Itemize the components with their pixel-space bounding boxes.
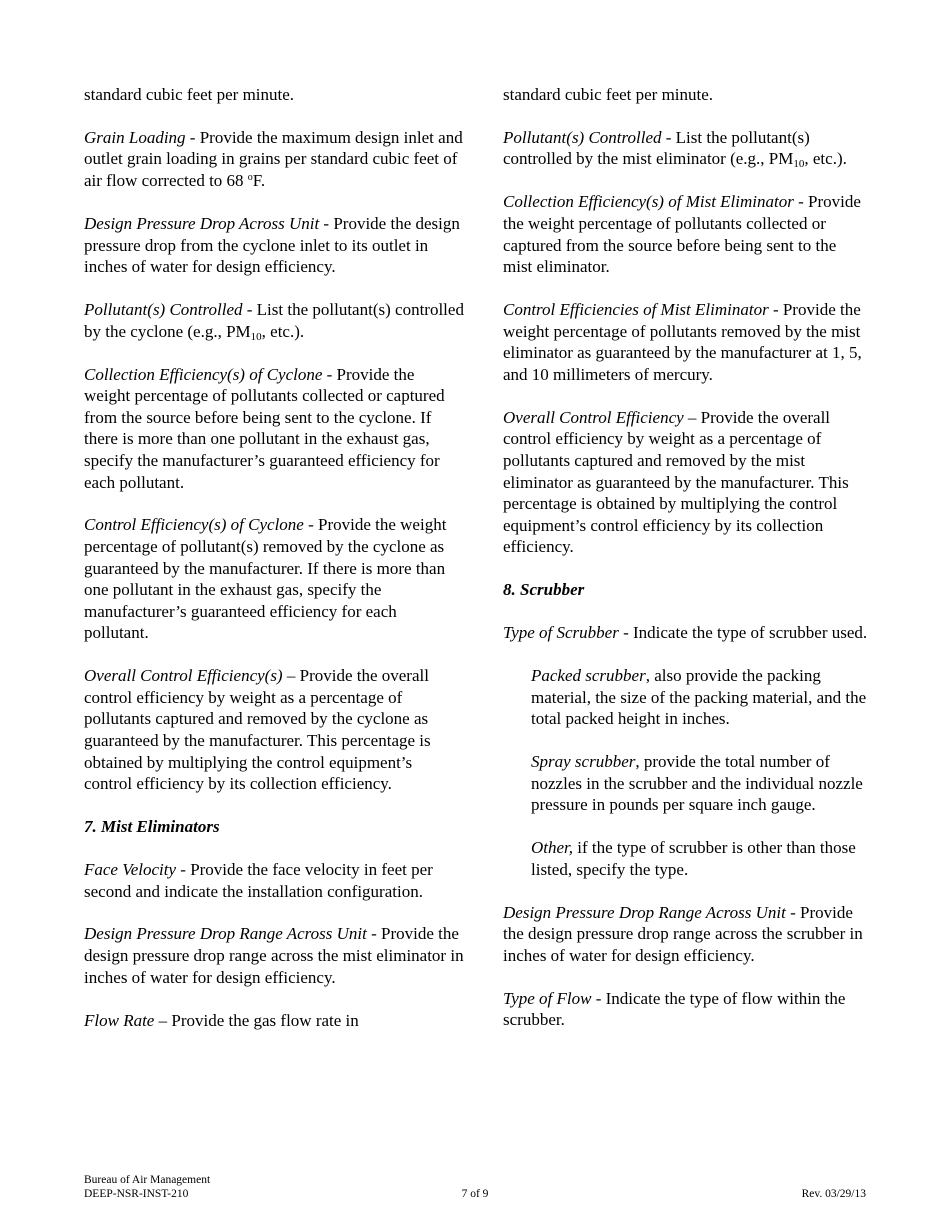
footer-revision: Rev. 03/29/13: [801, 1188, 866, 1200]
term-collection-efficiency: Collection Efficiency(s) of Cyclone: [84, 364, 323, 384]
paragraph-flow-rate: [84, 1010, 464, 1032]
section-heading-mist-eliminators: 7. Mist Eliminators: [84, 817, 220, 837]
definition-text: – Provide the gas flow rate in: [154, 1010, 359, 1030]
term-pressure-drop-range: Design Pressure Drop Range Across Unit: [503, 902, 786, 922]
subscript: 10: [793, 158, 805, 171]
paragraph-control-efficiency: [84, 514, 464, 644]
term-overall-control-efficiency: Overall Control Efficiency: [503, 407, 684, 427]
definition-text-end: , etc.).: [804, 149, 847, 169]
paragraph-overall-control-efficiency: [503, 407, 868, 558]
definition-text: - Provide the face velocity in feet per second and indicate the installation configuration.: [84, 860, 433, 901]
term-flow-rate: Flow Rate: [84, 1010, 155, 1030]
definition-text: - Provide the design pressure drop range across the mist eliminator in inches of water for design efficiency.: [84, 924, 464, 987]
degree-superscript: o: [247, 172, 253, 184]
paragraph-grain-loading: [84, 127, 464, 192]
paragraph-text: standard cubic feet per minute.: [84, 85, 295, 104]
term-spray-scrubber: Spray scrubber: [531, 752, 636, 772]
paragraph-pollutants-controlled: [503, 127, 868, 170]
subscript: 10: [250, 330, 262, 343]
left-column: [84, 84, 464, 1031]
footer-document-id: DEEP-NSR-INST-210: [84, 1188, 189, 1200]
term-overall-control-efficiency: Overall Control Efficiency(s): [84, 666, 283, 686]
definition-text: - List the pollutant(s) controlled by the cyclone (e.g., PM: [84, 300, 464, 341]
temperature-unit: F.: [252, 171, 266, 191]
paragraph-type-of-flow: [503, 988, 868, 1031]
definition-text: - Provide the design pressure drop from the cyclone inlet to its outlet in inches of water for design efficiency.: [84, 213, 460, 277]
paragraph-overall-control-efficiency: [84, 665, 464, 795]
term-type-of-flow: Type of Flow: [503, 988, 592, 1008]
definition-text: – Provide the overall control efficiency by weight as a percentage of pollutants captured and removed by the mist eliminator as guaranteed by the manufacturer. This percentage is obtained by multiplying the control equipment’s control efficiency by its collection efficiency.: [503, 407, 849, 557]
right-column: [503, 84, 868, 1031]
footer-organization: Bureau of Air Management: [84, 1174, 211, 1186]
definition-text: if the type of scrubber is other than those listed, specify the type.: [531, 838, 856, 879]
paragraph-collection-efficiency: [84, 364, 464, 494]
definition-text: - Indicate the type of scrubber used.: [618, 623, 868, 643]
paragraph-packed-scrubber: [531, 665, 868, 730]
term-type-of-scrubber: Type of Scrubber: [503, 623, 619, 643]
paragraph-face-velocity: [84, 859, 464, 902]
paragraph-other-scrubber: [531, 837, 868, 880]
definition-text: , provide the total number of nozzles in the scrubber and the individual nozzle pressure in pounds per square inch gauge.: [531, 752, 863, 815]
paragraph-pressure-drop-range: [503, 902, 868, 967]
definition-text: - Indicate the type of flow within the scrubber.: [503, 988, 846, 1030]
definition-text: - Provide the weight percentage of pollutants collected or captured from the source before being sent to the cyclone. If there is more than one pollutant in the exhaust gas, specify the manufacturer’s guaranteed efficiency for each pollutant.: [84, 364, 445, 492]
definition-text: , also provide the packing material, the size of the packing material, and the total packed height in inches.: [531, 665, 867, 729]
term-pollutants-controlled: Pollutant(s) Controlled: [503, 127, 662, 147]
term-face-velocity: Face Velocity: [84, 860, 177, 879]
paragraph-collection-efficiency: [503, 191, 868, 277]
term-pressure-drop-range: Design Pressure Drop Range Across Unit: [84, 924, 367, 944]
definition-text: - Provide the weight percentage of pollutants collected or captured from the source before being sent to the mist eliminator.: [503, 192, 861, 277]
definition-text: - Provide the weight percentage of pollutants removed by the mist eliminator as guaranteed by the manufacturer at 1, 5, and 10 millimeters of mercury.: [503, 300, 862, 384]
paragraph-continuation: [84, 84, 464, 106]
paragraph-pressure-drop-range: [84, 923, 464, 988]
definition-text: - List the pollutant(s) controlled by the mist eliminator (e.g., PM: [503, 127, 810, 169]
footer-page-number: 7 of 9: [461, 1188, 489, 1200]
definition-text: - Provide the maximum design inlet and outlet grain loading in grains per standard cubic feet of air flow corrected to 68: [84, 127, 463, 191]
paragraph-pollutants-controlled: [84, 299, 464, 342]
paragraph-continuation: [503, 84, 868, 106]
term-collection-efficiency: Collection Efficiency(s) of Mist Eliminator: [503, 192, 794, 212]
paragraph-type-of-scrubber: [503, 622, 868, 644]
term-pollutants-controlled: Pollutant(s) Controlled: [84, 300, 243, 320]
term-other: Other,: [531, 838, 574, 858]
paragraph-control-efficiencies: [503, 299, 868, 385]
definition-text-end: , etc.).: [261, 321, 305, 341]
term-control-efficiencies: Control Efficiencies of Mist Eliminator: [503, 300, 769, 320]
paragraph-spray-scrubber: [531, 751, 868, 816]
paragraph-text: standard cubic feet per minute.: [503, 85, 714, 104]
definition-text: - Provide the design pressure drop range across the scrubber in inches of water for design efficiency.: [503, 902, 863, 965]
term-design-pressure-drop: Design Pressure Drop Across Unit: [84, 213, 320, 233]
term-grain-loading: Grain Loading: [84, 127, 186, 147]
term-control-efficiency: Control Efficiency(s) of Cyclone: [84, 515, 304, 535]
term-packed-scrubber: Packed scrubber: [531, 665, 646, 685]
section-heading-scrubber: 8. Scrubber: [503, 580, 585, 600]
definition-text: - Provide the weight percentage of pollutant(s) removed by the cyclone as guaranteed by the manufacturer. If there is more than one pollutant in the exhaust gas, specify the manufacturer’s guaranteed efficiency for each pollutant.: [84, 515, 447, 643]
paragraph-design-pressure-drop: [84, 213, 464, 278]
definition-text: – Provide the overall control efficiency by weight as a percentage of pollutants captured and removed by the cyclone as guaranteed by the manufacturer. This percentage is obtained by multiplying the control equipment’s control efficiency by its collection efficiency.: [84, 666, 431, 794]
